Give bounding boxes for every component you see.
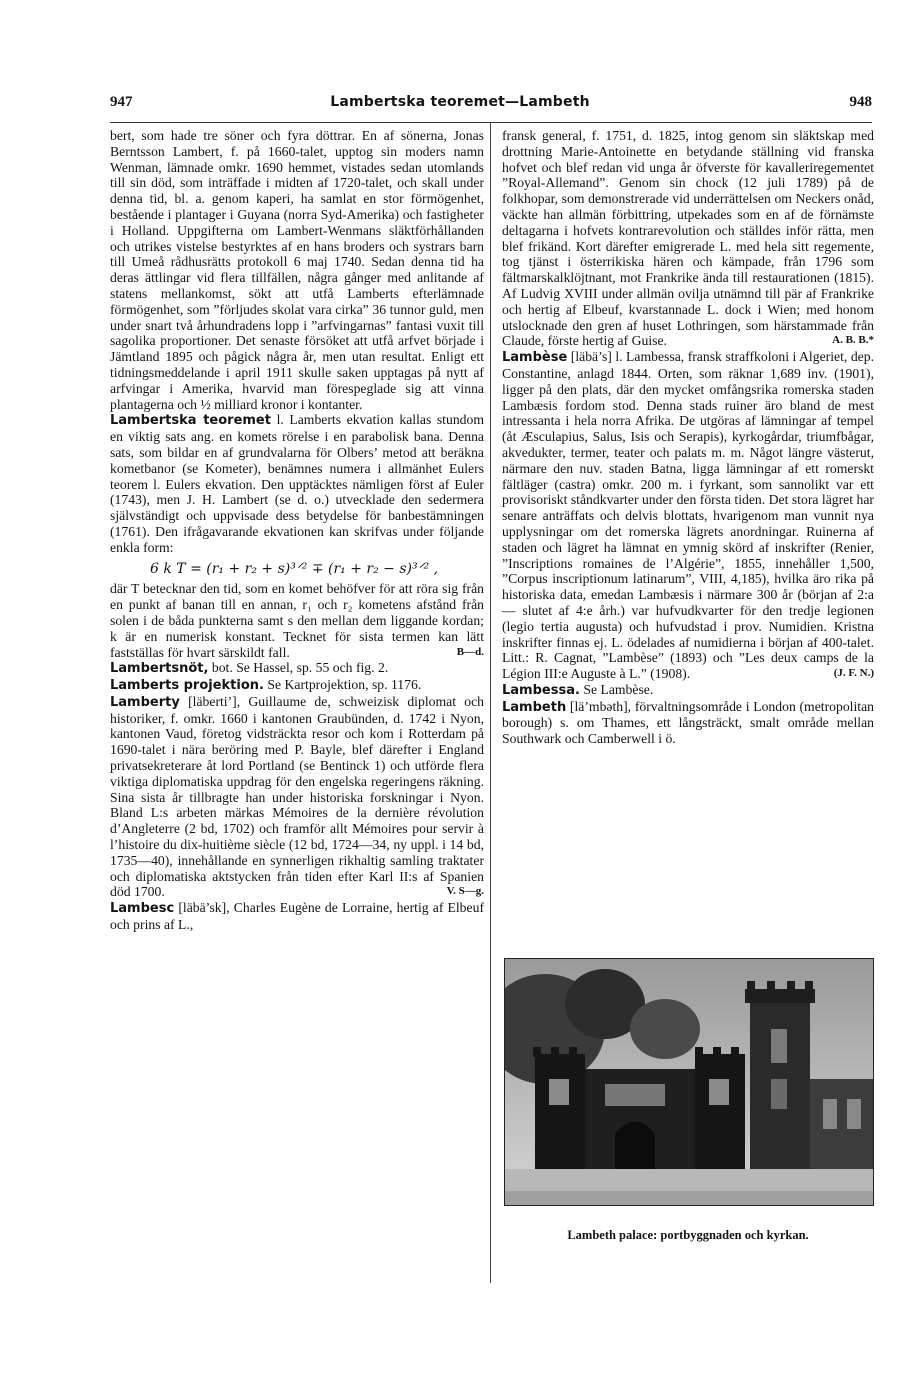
headword: Lamberty: [110, 694, 180, 710]
entry-lamberts-projektion: [110, 677, 484, 694]
right-column: [502, 128, 874, 747]
headword: Lambeth: [502, 699, 567, 715]
headword: Lambertsnöt,: [110, 661, 209, 677]
entry-lambeth: [502, 699, 874, 747]
signature: A. B. B.*: [832, 334, 874, 347]
page-number-left: 947: [110, 94, 133, 110]
photo-caption: Lambeth palace: portbyggnaden och kyrkan.: [567, 1228, 809, 1242]
column-divider: [490, 123, 491, 1283]
entry-lambertska-teoremet: [110, 412, 484, 555]
headword: Lambessa.: [502, 682, 580, 698]
page-number-right: 948: [849, 94, 872, 110]
entry-body: [läbä’s] l. Lambessa, fransk straffkoloni i Algeriet, dep. Constantine, anlagd 1844. Orten, som räknar 1,689 inv. (1901), ligger på den plats, där den mycket omfångsrika romerska staden Lambæsis fordom stod. Denna stads ruiner äro bland de mest intressanta i hela norra Afrika. De utgöras af lämningar af tempel (åt Æsculapius, Salus, Isis och Serapis), kyrkogårdar, triumfbågar, akvedukter, termer, teater och palats m. m. Något längre västerut, närmare den nuv. staden Batna, ligga lämningar af ett romerskt fältläger (castra) omkr. 200 m. i fyrkant, som sannolikt var ett provisoriskt ståndkvarter under den första tiden. Det stora lägret har senare anträffats och delvis blottats, hvarigenom man vunnit nya upplysningar om det romerska lägrets anordningar. Ruinerna af staden och lägret ha lämnat en ymnig skörd af inskrifter (Renier, ”Inscriptions romaines de l’Algérie”, 1855, innehåller 1,500, ”Corpus inscriptionum latinarum”, VIII, 4,185), hvilka äro rika på historiska data, emedan Lambæsis i närmare 300 år (början af 2:a— slutet af 4:e årh.) var hufvudkvarter för den tredje legionen (legio tertia augusta) och hufvudstad i prov. Numidien. Kristna inskrifter finnas ej. L. ödelades af numidierna i början af 400-talet. Litt.: R. Cagnat, ”Lambèse” (1893) och ”Les deux camps de la Légion III:e Auguste à L.” (1908).: [502, 349, 875, 682]
entry-body: l. Lamberts ekvation kallas stundom en viktig sats ang. en komets rörelse i en parabolisk bana. Denna sats, som bildar en af grundvalarna för Olbers’ metod att beräkna kometbanor (se Kometer), benämnes numera i allmänhet Eulers teorem l. Eulers ekvation. Den upptäcktes nämligen först af Euler (1743), men J. H. Lambert (se d. o.) utvecklade den sedermera självständigt och uppvisade dess betydelse för banbestämningen (1761). Den ifrågavarande ekvationen kan skrifvas under följande enkla form:: [110, 412, 485, 555]
entry-lambessa: [502, 682, 874, 699]
signature: V. S—g.: [446, 885, 484, 898]
entry-lambese: [502, 349, 874, 682]
headword: Lambesc: [110, 901, 175, 917]
photo-illustration: [505, 959, 873, 1205]
lambesc-continued-paragraph: fransk general, f. 1751, d. 1825, intog genom sin släktskap med drottning Marie-Antoinette en betydande ställning vid franska hofvet och blef redan vid unga år öfverste för kavalleriregementet ”Royal-Allemand”. Genom sin chock (12 juli 1789) på de folkhopar, som demonstrerade vid underrättelsen om Neckers onåd, väckte han allmän förbittring, utpekades som en af de förnämste deltagarna i hofvets kontrarevolution och ställdes inför rätta, men blef frikänd. Kort därefter emigrerade L. med hela sitt regemente, tog tjänst i österrikiska hären och kämpade, från 1796 som fältmarskalklöjtnant, mot Frankrike ända till restaurationen (1815). Af Ludvig XVIII under allmän ovilja utnämnd till pär af Frankrike och hertig af Elbeuf, kvarstannade L. dock i Wien; med honom utslocknade den gren af huset Lothringen, som härstammade från Claude, förste hertig af Guise. A. B. B.*: [502, 128, 874, 349]
entry-lambertsnot: [110, 660, 484, 677]
headword: Lamberts projektion.: [110, 678, 264, 694]
entry-body: [läbä’sk], Charles Eugène de Lorraine, hertig af Elbeuf och prins af L.,: [110, 900, 485, 933]
lambert-continued-paragraph: bert, som hade tre söner och fyra döttrar. En af sönerna, Jonas Berntsson Lambert, f. på 1660-talet, upptog sin moders namn Wenman, lämnade omkr. 1690 hemmet, vistades sedan utomlands till sin död, som inträffade i midten af 1720-talet, och skall under denna tid, bl. a. genom kaperi, ha samlat en stor förmögenhet, bestående i plantager i Guyana (norra Syd-Amerika) och fastigheter i Holland. Uppgifterna om Lambert-Wenmans släktförhållanden och utrikes vistelse bestyrktes af en hans broders och systrars barn till Umeå rådhusrätts protokoll 6 maj 1740. Sedan denna tid ha deras ättlingar vid flera tillfällen, några gånger med anlitande af statens mellankomst, sökt att utfå Lamberts efterlämnade förmögenhet, som ”förljudes skolat vara cirka” 36 tunnor guld, men under snart två århundradens lopp i ”arfvingarnas” fantasi vuxit till sagolika proportioner. Det senaste försöket att utfå arfvet började i Jämtland 1895 och pågick några år, men utan resultat. Enligt ett tidningsmeddelande i april 1911 skulle saken upptagas på nytt af arfvingar i Amerika, hvarvid man förespeglade sig att vinna plantagerna och ½ milliard kronor i kontanter.: [110, 128, 484, 412]
entry-lamberty: [110, 694, 484, 900]
entry-body: bot. Se Hassel, sp. 55 och fig. 2.: [211, 660, 389, 676]
lambeth-palace-photo: [504, 958, 874, 1206]
header-rule: [110, 122, 872, 123]
lambert-formula: 6 k T = (r₁ + r₂ + s)³ᐟ² ∓ (r₁ + r₂ − s)³ᐟ² ,: [150, 560, 439, 577]
entry-body: [lä’mbəth], förvaltningsområde i London (metropolitan borough) s. om Thames, ett långsträckt, smalt område mellan Southwark och Camberwell i ö.: [502, 698, 875, 747]
entry-body: [läberti’], Guillaume de, schweizisk diplomat och historiker, f. omkr. 1660 i kantonen Graubünden, d. 1742 i Nyon, kantonen Vaud, företog vidsträckta resor och kom i Rotterdam på 1690-talet i nära beröring med P. Bayle, blef därefter i England privatsekreterare åt lord Portland (se Bentinck 1) och utförde flera viktiga diplomatiska uppdrag för den engelska regeringens räkning. Sina sista år tillbragte han under historiska forskningar i Nyon. Bland L:s arbeten märkas Mémoires de la dernière révolution d’Angleterre (2 bd, 1702) och framför allt Mémoires pour servir à l’histoire du dix-huitième siècle (12 bd, 1724—34, ny uppl. i 14 bd, 1735—40), innehållande en synnerligen rikhaltig samling traktater och diplomatiska aktstycken från tiden efter Karl II:s af Spanien död 1700.: [110, 693, 485, 900]
running-head: Lambertska teoremet—Lambeth: [330, 94, 590, 110]
entry-body: Se Kartprojektion, sp. 1176.: [267, 677, 422, 693]
entry-lambesc: [110, 900, 484, 933]
entry-body: Se Lambèse.: [583, 681, 654, 697]
headword: Lambertska teoremet: [110, 413, 271, 429]
signature: B—d.: [456, 645, 484, 658]
formula-explanation: där T betecknar den tid, som en komet behöfver för att röra sig från en punkt af banan till en annan, r₁ och r₂ kometens afstånd från solen i de båda punkterna samt s den mellan dem liggande kordan; k är en numerisk konstant. Tecknet för sista termen kan lätt fastställas för hvart särskildt fall. B—d.: [110, 581, 484, 660]
left-column: [110, 128, 484, 933]
signature: (J. F. N.): [833, 667, 874, 680]
headword: Lambèse: [502, 350, 568, 366]
